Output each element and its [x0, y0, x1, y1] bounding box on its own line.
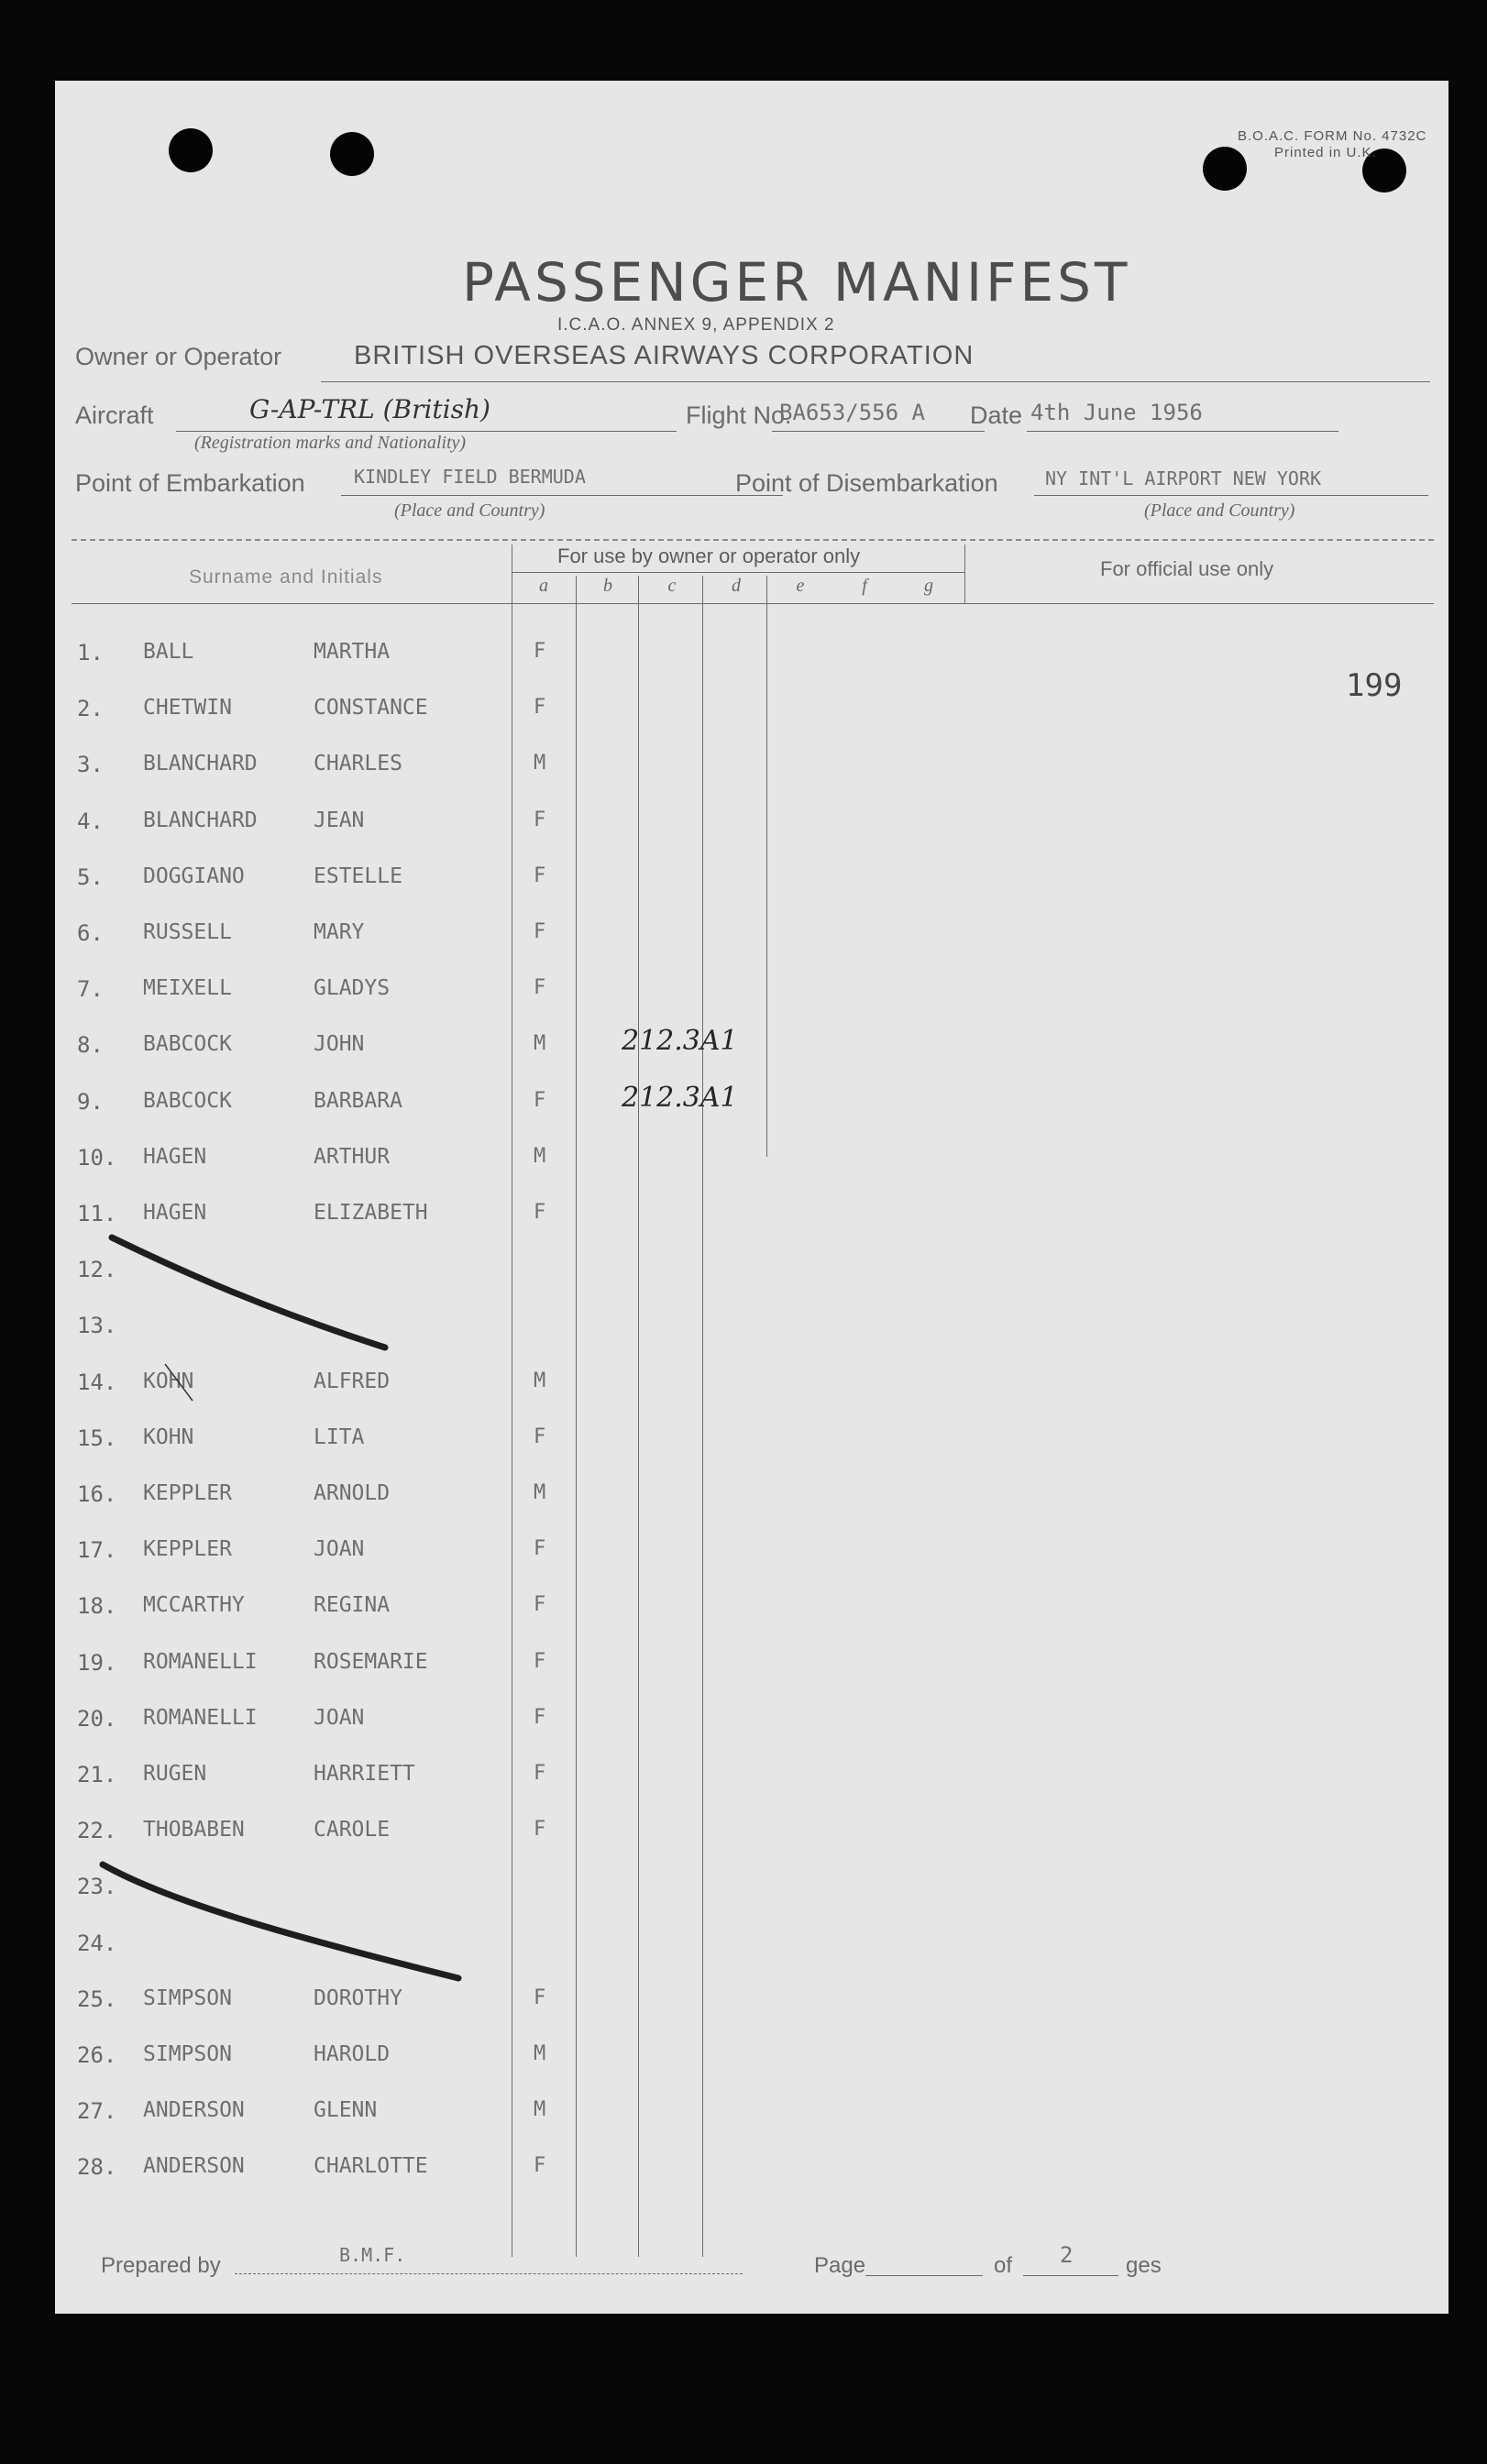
- passenger-surname: KOHN: [143, 1369, 194, 1393]
- passenger-given-name: ELIZABETH: [314, 1201, 428, 1225]
- passenger-sex: F: [534, 1986, 546, 2009]
- passenger-sex: M: [534, 1032, 546, 1056]
- row-number: 6.: [77, 920, 104, 946]
- manifest-sheet: [55, 81, 1448, 2314]
- passenger-sex: M: [534, 2042, 546, 2065]
- row-number: 14.: [77, 1369, 117, 1395]
- passenger-surname: DOGGIANO: [143, 864, 245, 888]
- disembarkation-caption: (Place and Country): [1144, 500, 1295, 521]
- row-number: 26.: [77, 2042, 117, 2068]
- row-number: 24.: [77, 1930, 117, 1956]
- passenger-given-name: JOAN: [314, 1705, 365, 1730]
- passenger-surname: BALL: [143, 640, 194, 664]
- passenger-sex: F: [534, 2154, 546, 2178]
- disembarkation-value: NY INT'L AIRPORT NEW YORK: [1045, 468, 1322, 490]
- row-number: 9.: [77, 1088, 104, 1115]
- official-passenger-count: 199: [1346, 667, 1403, 704]
- surname-header: Surname and Initials: [189, 566, 383, 588]
- page-label: Page: [814, 2253, 866, 2278]
- passenger-given-name: REGINA: [314, 1593, 391, 1618]
- row-number: 20.: [77, 1705, 117, 1732]
- passenger-given-name: LITA: [314, 1424, 365, 1449]
- passenger-sex: F: [534, 864, 546, 887]
- passenger-given-name: ARTHUR: [314, 1144, 391, 1169]
- row-number: 27.: [77, 2098, 117, 2125]
- passenger-sex: F: [534, 1818, 546, 1842]
- row-number: 23.: [77, 1874, 117, 1900]
- passenger-sex: F: [534, 1537, 546, 1561]
- row-number: 13.: [77, 1313, 117, 1339]
- row-number: 16.: [77, 1481, 117, 1507]
- form-number: B.O.A.C. FORM No. 4732C: [1238, 128, 1427, 144]
- passenger-given-name: MARY: [314, 920, 365, 944]
- operator-column-d: d: [732, 576, 741, 596]
- row-number: 25.: [77, 1986, 117, 2012]
- passenger-surname: ANDERSON: [143, 2098, 245, 2123]
- operator-note: 212.3A1: [622, 1025, 738, 1058]
- passenger-sex: F: [534, 920, 546, 943]
- row-number: 10.: [77, 1144, 117, 1171]
- row-number: 7.: [77, 976, 104, 1003]
- printed-in: Printed in U.K.: [1274, 145, 1377, 160]
- passenger-surname: HAGEN: [143, 1201, 207, 1225]
- passenger-surname: KEPPLER: [143, 1537, 232, 1562]
- passenger-surname: ANDERSON: [143, 2154, 245, 2179]
- passenger-surname: ROMANELLI: [143, 1649, 258, 1674]
- passenger-given-name: JEAN: [314, 808, 365, 832]
- strike-mark: [55, 81, 1448, 2314]
- passenger-sex: F: [534, 1649, 546, 1673]
- row-number: 17.: [77, 1537, 117, 1564]
- row-number: 15.: [77, 1424, 117, 1451]
- operator-note: 212.3A1: [622, 1081, 738, 1114]
- prepared-by-value: B.M.F.: [339, 2244, 406, 2266]
- row-number: 18.: [77, 1593, 117, 1620]
- passenger-given-name: HAROLD: [314, 2042, 391, 2066]
- passenger-surname: BABCOCK: [143, 1088, 232, 1113]
- passenger-given-name: GLADYS: [314, 976, 391, 1001]
- row-number: 8.: [77, 1032, 104, 1059]
- embarkation-value: KINDLEY FIELD BERMUDA: [354, 466, 586, 488]
- row-number: 3.: [77, 752, 104, 778]
- embarkation-caption: (Place and Country): [394, 500, 545, 521]
- of-label: of: [994, 2253, 1013, 2278]
- passenger-given-name: JOHN: [314, 1032, 365, 1057]
- owner-value: BRITISH OVERSEAS AIRWAYS CORPORATION: [354, 341, 975, 370]
- date-value: 4th June 1956: [1030, 400, 1203, 425]
- row-number: 4.: [77, 808, 104, 834]
- disembarkation-label: Point of Disembarkation: [735, 469, 998, 497]
- passenger-given-name: CHARLOTTE: [314, 2154, 428, 2179]
- passenger-sex: F: [534, 808, 546, 831]
- passenger-surname: MEIXELL: [143, 976, 232, 1001]
- passenger-sex: F: [534, 1088, 546, 1112]
- operator-header: For use by owner or operator only: [557, 544, 861, 567]
- passenger-given-name: GLENN: [314, 2098, 378, 2123]
- page-subtitle: I.C.A.O. ANNEX 9, APPENDIX 2: [557, 315, 835, 335]
- passenger-sex: F: [534, 1424, 546, 1448]
- passenger-given-name: CHARLES: [314, 752, 402, 776]
- passenger-given-name: ARNOLD: [314, 1481, 391, 1505]
- aircraft-label: Aircraft: [75, 402, 154, 429]
- embarkation-label: Point of Embarkation: [75, 469, 305, 497]
- passenger-given-name: MARTHA: [314, 640, 391, 664]
- passenger-sex: F: [534, 696, 546, 720]
- official-use-header: For official use only: [1100, 557, 1274, 580]
- operator-column-a: a: [539, 576, 548, 596]
- passenger-surname: MCCARTHY: [143, 1593, 245, 1618]
- passenger-given-name: JOAN: [314, 1537, 365, 1562]
- passenger-surname: KOHN: [143, 1424, 194, 1449]
- passenger-sex: M: [534, 1144, 546, 1168]
- passenger-sex: M: [534, 1369, 546, 1392]
- passenger-given-name: ESTELLE: [314, 864, 402, 888]
- passenger-given-name: ROSEMARIE: [314, 1649, 428, 1674]
- passenger-sex: F: [534, 1593, 546, 1617]
- passenger-surname: KEPPLER: [143, 1481, 232, 1505]
- owner-label: Owner or Operator: [75, 343, 282, 370]
- row-number: 2.: [77, 696, 104, 722]
- passenger-surname: CHETWIN: [143, 696, 232, 720]
- date-label: Date: [970, 402, 1023, 429]
- flight-no-label: Flight No.: [686, 402, 792, 429]
- passenger-surname: BLANCHARD: [143, 808, 258, 832]
- operator-column-e: e: [796, 576, 805, 596]
- passenger-sex: M: [534, 2098, 546, 2122]
- page-title: PASSENGER MANIFEST: [462, 251, 1131, 314]
- passenger-given-name: HARRIETT: [314, 1762, 415, 1786]
- passenger-sex: M: [534, 1481, 546, 1504]
- row-number: 12.: [77, 1257, 117, 1283]
- passenger-surname: RUGEN: [143, 1762, 207, 1786]
- passenger-given-name: CONSTANCE: [314, 696, 428, 720]
- passenger-given-name: CAROLE: [314, 1818, 391, 1842]
- pages-suffix: ges: [1126, 2253, 1162, 2278]
- passenger-surname: HAGEN: [143, 1144, 207, 1169]
- row-number: 22.: [77, 1818, 117, 1844]
- passenger-surname: RUSSELL: [143, 920, 232, 944]
- flight-no-value: BA653/556 A: [779, 400, 925, 425]
- passenger-sex: F: [534, 1201, 546, 1224]
- prepared-by-label: Prepared by: [101, 2253, 221, 2278]
- operator-column-b: b: [603, 576, 612, 596]
- passenger-given-name: DOROTHY: [314, 1986, 402, 2010]
- passenger-surname: ROMANELLI: [143, 1705, 258, 1730]
- row-number: 28.: [77, 2154, 117, 2181]
- operator-column-f: f: [862, 576, 867, 596]
- aircraft-value: G-AP-TRL (British): [249, 394, 490, 424]
- row-number: 11.: [77, 1201, 117, 1226]
- row-number: 5.: [77, 864, 104, 890]
- operator-column-c: c: [667, 576, 677, 596]
- passenger-sex: F: [534, 640, 546, 663]
- passenger-surname: SIMPSON: [143, 2042, 232, 2066]
- passenger-sex: M: [534, 752, 546, 776]
- aircraft-caption: (Registration marks and Nationality): [194, 433, 467, 453]
- operator-column-g: g: [924, 576, 933, 596]
- total-pages: 2: [1060, 2242, 1074, 2268]
- row-number: 19.: [77, 1649, 117, 1676]
- row-number: 1.: [77, 640, 104, 666]
- passenger-sex: F: [534, 976, 546, 1000]
- row-number: 21.: [77, 1762, 117, 1788]
- passenger-surname: SIMPSON: [143, 1986, 232, 2010]
- passenger-sex: F: [534, 1762, 546, 1785]
- passenger-given-name: BARBARA: [314, 1088, 402, 1113]
- passenger-surname: THOBABEN: [143, 1818, 245, 1842]
- passenger-surname: BABCOCK: [143, 1032, 232, 1057]
- passenger-given-name: ALFRED: [314, 1369, 391, 1393]
- passenger-sex: F: [534, 1705, 546, 1729]
- passenger-surname: BLANCHARD: [143, 752, 258, 776]
